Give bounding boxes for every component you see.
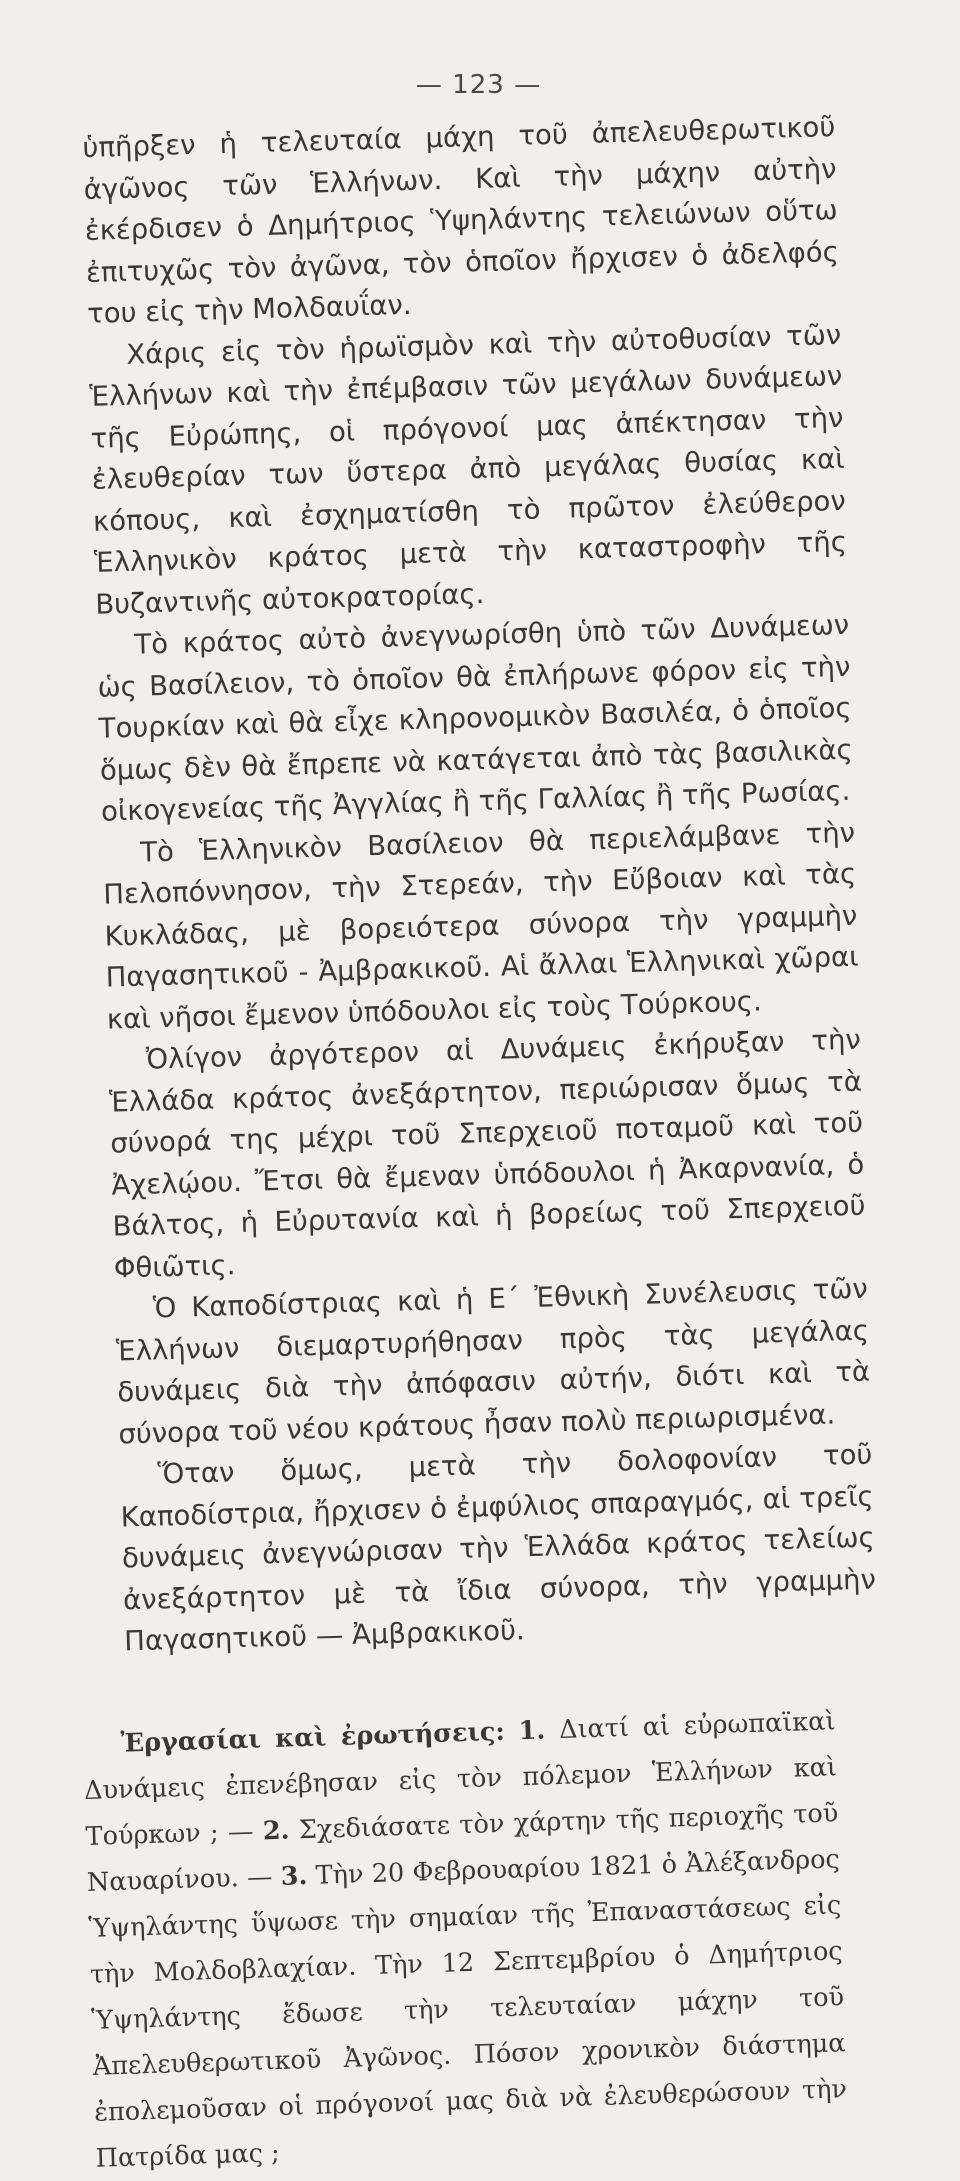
paragraph-2: Χάρις εἰς τὸν ἡρωϊσμὸν καὶ τὴν αὐτοθυσίαν τῶν Ἑλλήνων καὶ τὴν ἐπέμβασιν τῶν μεγάλων δυνάμεων τῆς Εὐρώπης, οἱ πρόγονοί μας ἀπέκτησαν τὴν ἐλευθερίαν των ὕστερα ἀπὸ μεγάλας θυσίας καὶ κόπους, καὶ ἐσχηματίσθη τὸ πρῶτον ἐλεύθερον Ἑλληνικὸν κράτος μετὰ τὴν καταστροφὴν τῆς Βυζαντινῆς αὐτοκρατορίας.: [89, 318, 848, 621]
page-number: — 123 —: [415, 70, 542, 100]
paragraph-7: Ὅταν ὅμως, μετὰ τὴν δολοφονίαν τοῦ Καποδίστρια, ἤρχισεν ὁ ἐμφύλιος σπαραγμός, αἱ τρεῖς δυνάμεις ἀνεγνώρισαν τὴν Ἑλλάδα κράτος τελείως ἀνεξάρτητον μὲ τὰ ἴδια σύνορα, τὴν γραμμὴν Παγασητικοῦ — Ἀμβρακικοῦ.: [120, 1438, 877, 1658]
exercise-number-3: 3.: [280, 1860, 308, 1892]
paragraph-3: Τὸ κράτος αὐτὸ ἀνεγνωρίσθη ὑπὸ τῶν Δυνάμεων ὡς Βασίλειον, τὸ ὁποῖον θὰ ἐπλήρωνε φόρον εἰς τὴν Τουρκίαν καὶ θὰ εἶχε κληρονομικὸν Βασιλέα, ὁ ὁποῖος ὅμως δὲν θὰ ἔπρεπε νὰ κατάγεται ἀπὸ τὰς βασιλικὰς οἰκογενείας τῆς Ἀγγλίας ἢ τῆς Γαλλίας ἢ τῆς Ρωσίας.: [97, 608, 854, 828]
exercises-heading: Ἐργασίαι καὶ ἐρωτήσεις:: [120, 1716, 506, 1759]
exercise-text-2: Σχεδιάσατε τὸν χάρτην τῆς περιοχῆς τοῦ Ναυαρίνου. —: [86, 1797, 839, 1898]
body-text: [82, 107, 878, 1663]
exercises-section: [82, 1698, 849, 2181]
paragraph-6: Ὁ Καποδίστριας καὶ ἡ Ε΄ Ἐθνικὴ Συνέλευσις τῶν Ἑλλήνων διεμαρτυρήθησαν πρὸς τὰς μεγάλας δυνάμεις διὰ τὴν ἀπόφασιν αὐτήν, διότι καὶ τὰ σύνορα τοῦ νέου κράτους ἦσαν πολὺ περιωρισμένα.: [115, 1272, 871, 1450]
paragraph-1: ὑπῆρξεν ἡ τελευταία μάχη τοῦ ἀπελευθερωτικοῦ ἀγῶνος τῶν Ἑλλήνων. Καὶ τὴν μάχην αὐτὴν ἐκέρδισεν ὁ Δημήτριος Ὑψηλάντης τελειώνων οὕτω ἐπιτυχῶς τὸν ἀγῶνα, τὸν ὁποῖον ἤρχισεν ὁ ἀδελφός του εἰς τὴν Μολδαυΐαν.: [82, 110, 840, 330]
paragraph-5: Ὀλίγον ἀργότερον αἱ Δυνάμεις ἐκήρυξαν τὴν Ἑλλάδα κράτος ἀνεξάρτητον, περιώρισαν ὅμως τὰ σύνορά της μέχρι τοῦ Σπερχειοῦ ποταμοῦ καὶ τοῦ Ἀχελῴου. Ἔτσι θὰ ἔμεναν ὑπόδουλοι ἡ Ἀκαρνανία, ὁ Βάλτος, ἡ Εὐρυτανία καὶ ἡ βορείως τοῦ Σπερχειοῦ Φθιῶτις.: [108, 1023, 866, 1285]
exercise-number-2: 2.: [262, 1815, 290, 1846]
exercise-text-1: Διατί αἱ εὐρωπαϊκαὶ Δυνάμεις ἐπενέβησαν εἰς τὸν πόλεμον Ἑλλήνων καὶ Τούρκων ; —: [83, 1705, 838, 1852]
exercise-number-1: 1.: [518, 1714, 546, 1746]
paragraph-4: Τὸ Ἑλληνικὸν Βασίλειον θὰ περιελάμβανε τὴν Πελοπόννησον, τὴν Στερεάν, τὴν Εὔβοιαν καὶ τὰς Κυκλάδας, μὲ βορειότερα σύνορα τὴν γραμμὴν Παγασητικοῦ - Ἀμβρακικοῦ. Αἱ ἄλλαι Ἑλληνικαὶ χῶραι καὶ νῆσοι ἔμενον ὑπόδουλοι εἰς τοὺς Τούρκους.: [102, 816, 859, 1036]
exercise-text-3: Τὴν 20 Φεβρουαρίου 1821 ὁ Ἀλέξανδρος Ὑψηλάντης ὕψωσε τὴν σημαίαν τῆς Ἐπαναστάσεως εἰς τὴν Μολδοβλαχίαν. Τὴν 12 Σεπτεμβρίου ὁ Δημήτριος Ὑψηλάντης ἔδωσε τὴν τελευταίαν μάχην τοῦ Ἀπελευθερωτικοῦ Ἀγῶνος. Πόσον χρονικὸν διάστημα ἐπολεμοῦσαν οἱ πρόγονοί μας διὰ νὰ ἐλευθερώσουν τὴν Πατρίδα μας ;: [88, 1843, 848, 2174]
